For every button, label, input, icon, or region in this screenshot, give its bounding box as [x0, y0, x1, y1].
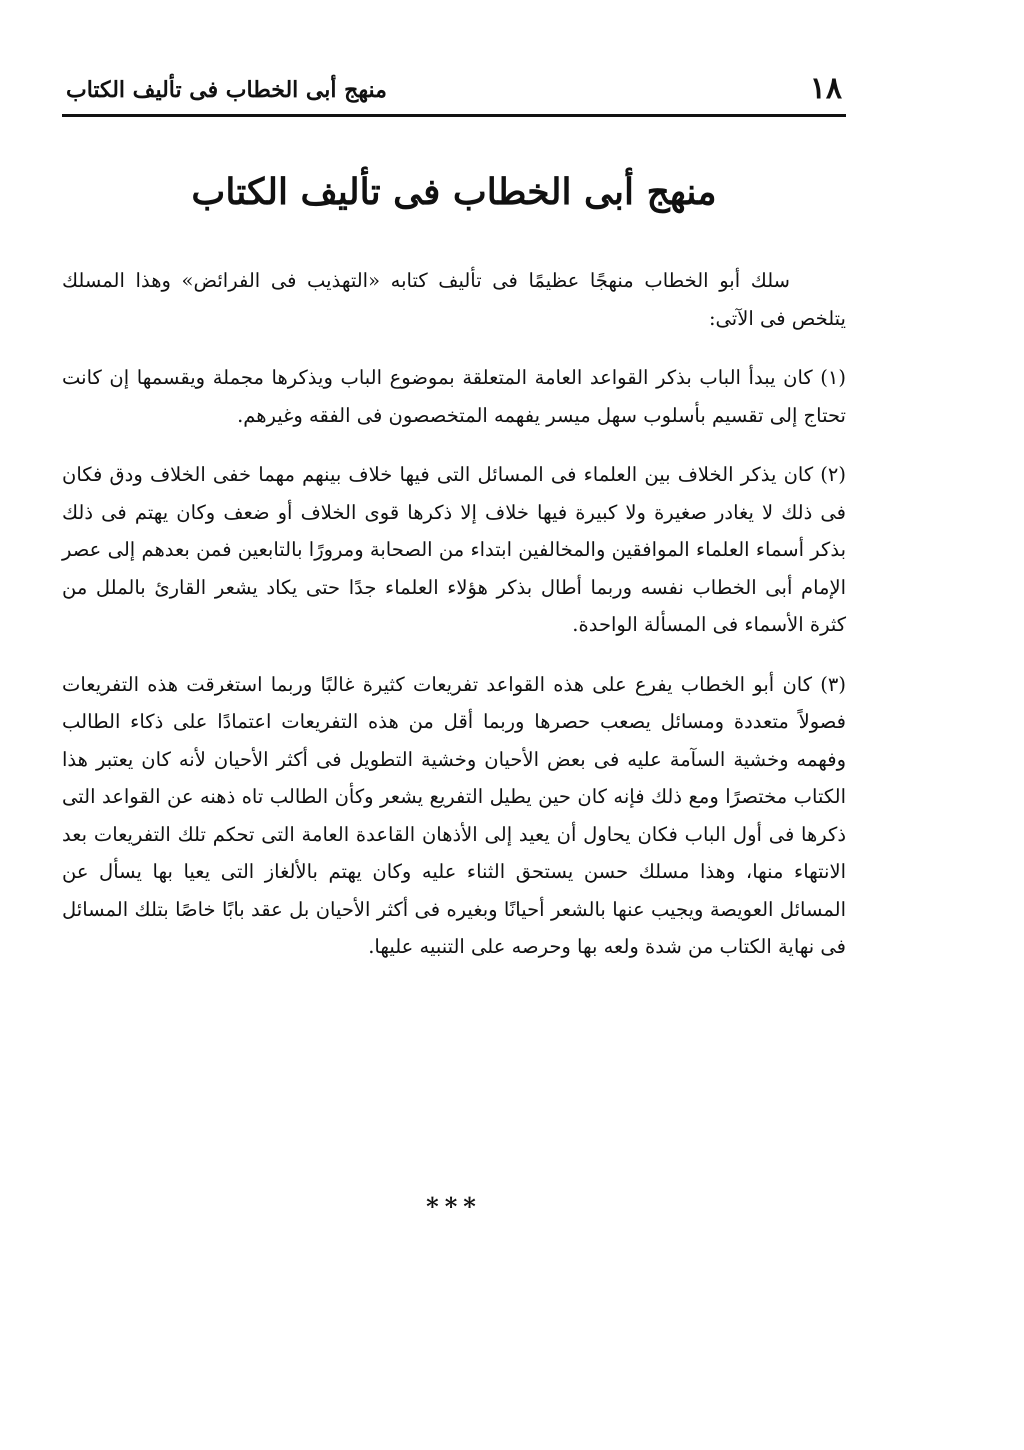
running-title: منهج أبى الخطاب فى تأليف الكتاب: [66, 77, 387, 103]
chapter-title: منهج أبى الخطاب فى تأليف الكتاب: [191, 171, 717, 213]
page-number: ١٨: [809, 71, 842, 106]
paragraph-intro: سلك أبو الخطاب منهجًا عظيمًا فى تأليف كتابه «التهذيب فى الفرائض» وهذا المسلك يتلخص فى الآتى:: [62, 269, 846, 330]
section-separator: ***: [426, 1192, 482, 1221]
paragraph-point-1: (١) كان يبدأ الباب بذكر القواعد العامة المتعلقة بموضوع الباب ويذكرها مجملة ويقسمها إن كانت تحتاج إلى تقسيم بأسلوب سهل ميسر يفهمه المتخصصون فى الفقه وغيرهم.: [62, 366, 846, 427]
paragraph-point-3: (٣) كان أبو الخطاب يفرع على هذه القواعد تفريعات كثيرة غالبًا وربما استغرقت هذه التفريعات فصولاً متعددة ومسائل يصعب حصرها وربما أقل من هذه التفريعات اعتمادًا على ذكاء الطالب وفهمه وخشية السآمة عليه فى بعض الأحيان وخشية التطويل فى أكثر الأحيان لأنه كان يعتبر هذا الكتاب مختصرًا ومع ذلك فإنه كان حين يطيل التفريع يشعر وكأن الطالب تاه ذهنه عن القواعد التى ذكرها فى أول الباب فكان يحاول أن يعيد إلى الأذهان القاعدة العامة التى تحكم تلك التفريعات بعد الانتهاء منها، وهذا مسلك حسن يستحق الثناء عليه وكان يهتم بالألغاز التى يعيا بها يسأل عن المسائل العويصة ويجيب عنها بالشعر أحيانًا وبغيره فى أكثر الأحيان بل عقد بابًا خاصًا بتلك المسائل فى نهاية الكتاب من شدة ولعه بها وحرصه على التنبيه عليها.: [62, 672, 846, 958]
body-text: [62, 262, 846, 988]
paragraph-point-2: (٢) كان يذكر الخلاف بين العلماء فى المسائل التى فيها خلاف بينهم مهما خفى الخلاف ودق فكان فى ذلك لا يغادر صغيرة ولا كبيرة فيها خلاف إلا ذكرها قوى الخلاف أو ضعف وكان يهتم فى ذلك بذكر أسماء العلماء الموافقين والمخالفين ابتداء من الصحابة ومرورًا بالتابعين فمن بعدهم إلى عصر الإمام أبى الخطاب نفسه وربما أطال بذكر هؤلاء العلماء جدًا حتى يكاد يشعر القارئ بالملل من كثرة الأسماء فى المسألة الواحدة.: [62, 463, 846, 636]
running-header: [62, 66, 846, 112]
header-rule: [62, 114, 846, 117]
